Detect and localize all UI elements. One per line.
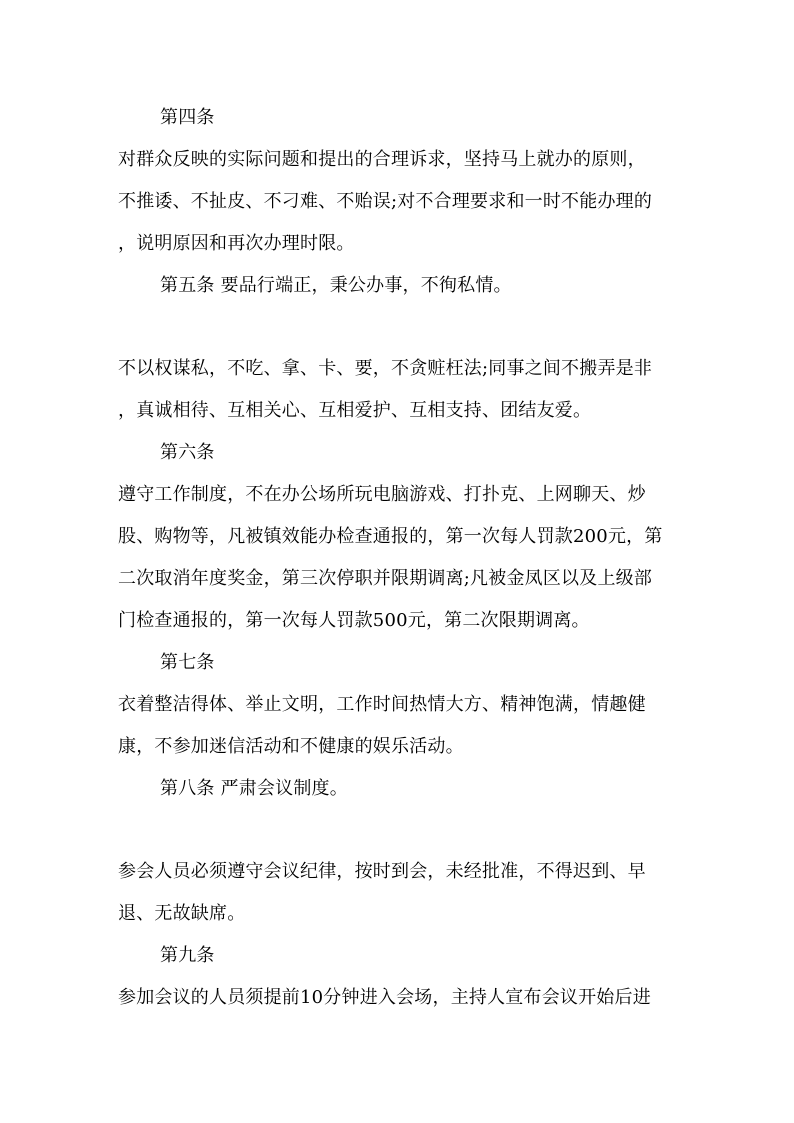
article-7-text-line-1: 衣着整洁得体、举止文明，工作时间热情大方、精神饱满，情趣健 (118, 694, 646, 715)
article-4-text-line-3: ，说明原因和再次办理时限。 (118, 233, 355, 254)
article-6-text-line-2: 股、购物等，凡被镇效能办检查通报的，第一次每人罚款200元，第 (118, 526, 663, 547)
article-7-heading: 第七条 (160, 652, 215, 673)
article-9-heading: 第九条 (160, 945, 215, 966)
article-6-text-line-4: 门检查通报的，第一次每人罚款500元，第二次限期调离。 (118, 610, 590, 631)
article-4-text-line-1: 对群众反映的实际问题和提出的合理诉求，坚持马上就办的原则， (118, 149, 646, 170)
article-6-text-line-1: 遵守工作制度，不在办公场所玩电脑游戏、打扑克、上网聊天、炒 (118, 484, 646, 505)
article-7-text-line-2: 康，不参加迷信活动和不健康的娱乐活动。 (118, 736, 464, 757)
article-5-text-line-1: 不以权谋私，不吃、拿、卡、要，不贪赃枉法;同事之间不搬弄是非 (118, 358, 653, 379)
article-8-text-line-2: 退、无故缺席。 (118, 903, 246, 924)
article-6-text-line-3: 二次取消年度奖金，第三次停职并限期调离;凡被金凤区以及上级部 (118, 568, 653, 589)
article-4-text-line-2: 不推诿、不扯皮、不刁难、不贻误;对不合理要求和一时不能办理的 (118, 191, 653, 212)
article-5-text-line-2: ，真诚相待、互相关心、互相爱护、互相支持、团结友爱。 (118, 400, 592, 421)
article-6-heading: 第六条 (160, 442, 215, 463)
article-8-heading: 第八条 严肃会议制度。 (160, 778, 348, 799)
article-9-text-line-1: 参加会议的人员须提前10分钟进入会场，主持人宣布会议开始后进 (118, 987, 651, 1008)
article-4-heading: 第四条 (160, 107, 215, 128)
article-8-text-line-1: 参会人员必须遵守会议纪律，按时到会，未经批准，不得迟到、早 (118, 861, 646, 882)
article-5-heading: 第五条 要品行端正，秉公办事，不徇私情。 (160, 275, 512, 296)
